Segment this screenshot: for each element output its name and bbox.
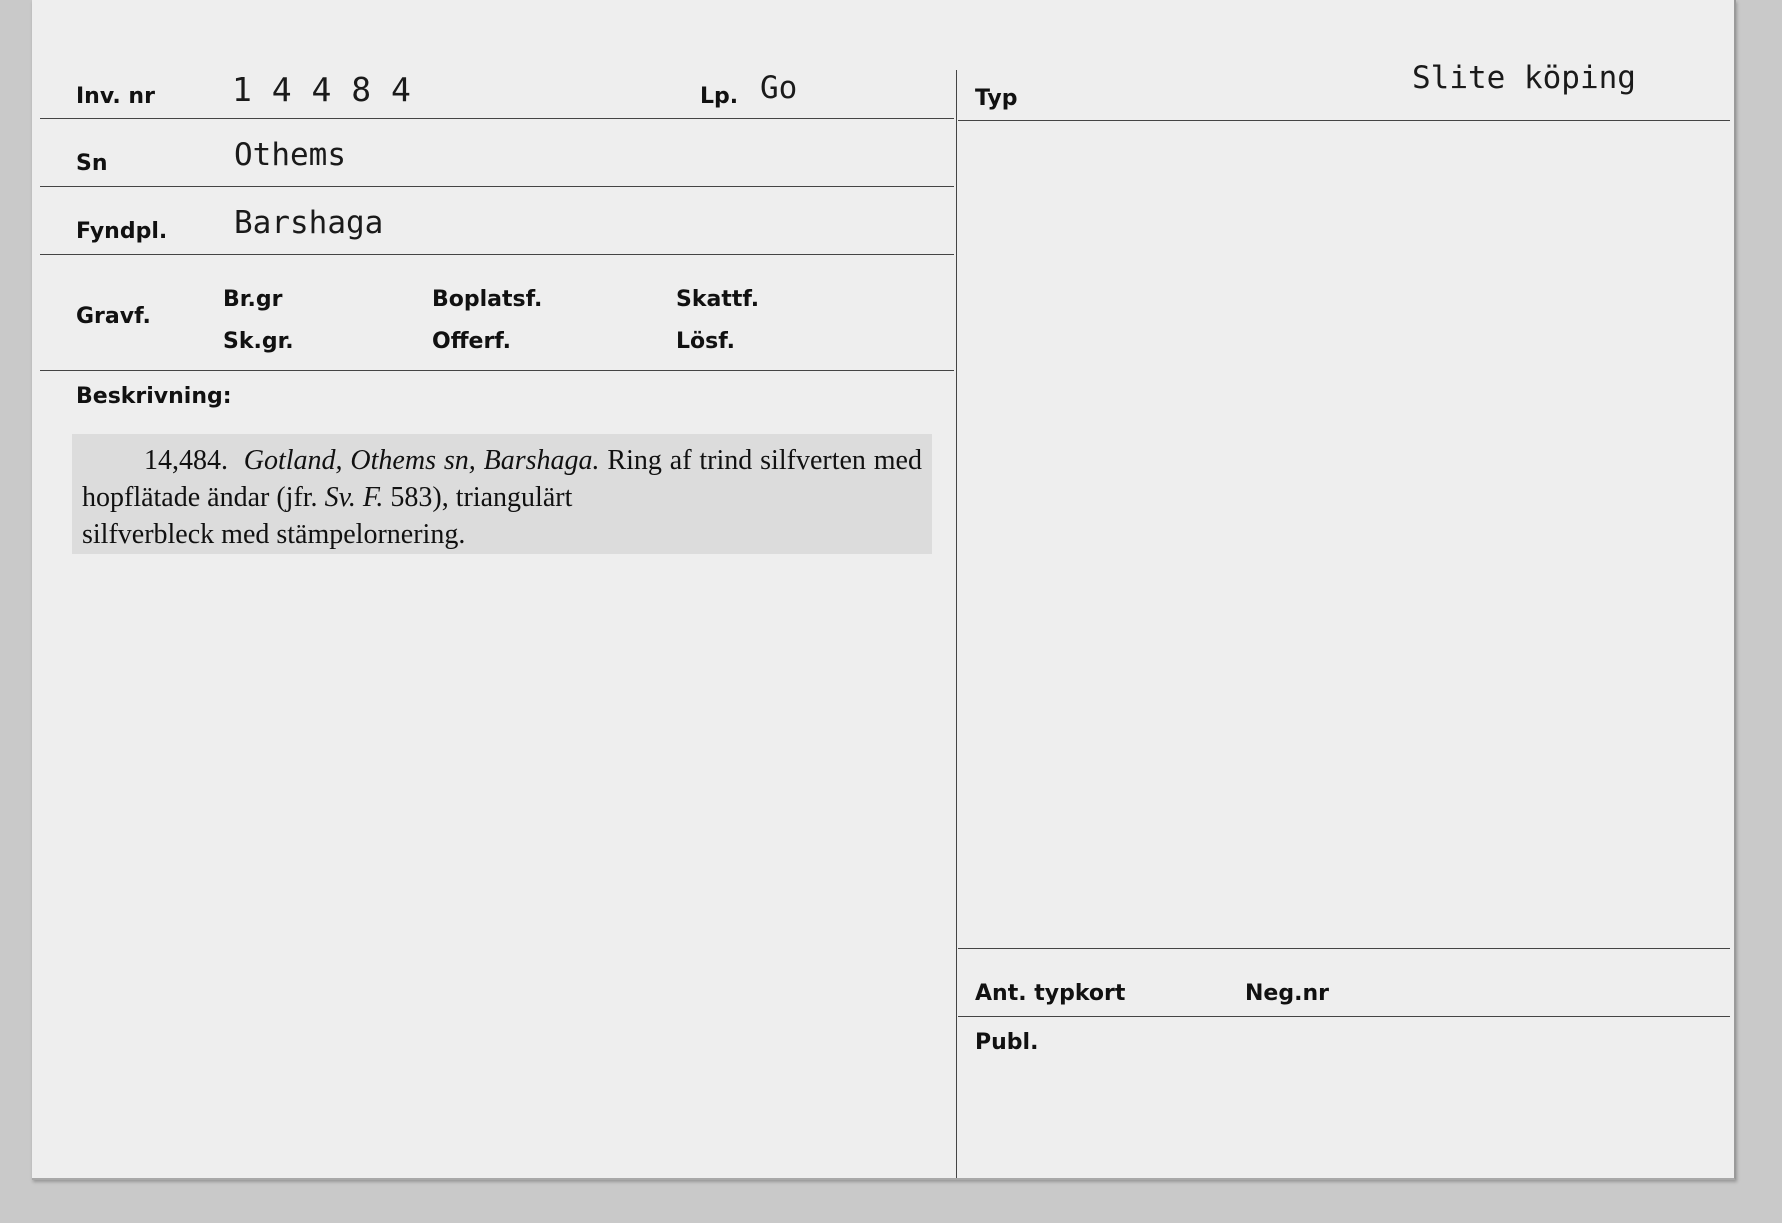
divider-typ (958, 120, 1730, 121)
inv-nr-value: 1 4 4 8 4 (232, 70, 411, 109)
description-part2: 583), triangulärt (390, 482, 573, 513)
sn-value: Othems (234, 137, 346, 173)
description-place: Gotland, Othems sn, Barshaga. (243, 445, 600, 476)
boplatsf-label: Boplatsf. (432, 287, 543, 312)
skgr-label: Sk.gr. (223, 329, 294, 354)
ant-typkort-label: Ant. typkort (975, 981, 1126, 1006)
description-line3: silfverbleck med stämpelornering. (82, 519, 466, 550)
typ-label: Typ (975, 86, 1018, 111)
neg-nr-label: Neg.nr (1245, 981, 1329, 1006)
catalog-card (32, 0, 1736, 1180)
divider-inv (40, 118, 954, 119)
brgr-label: Br.gr (223, 287, 283, 312)
lp-label: Lp. (700, 84, 739, 109)
typ-value: Slite köping (1412, 60, 1636, 96)
divider-ant-typkort (958, 948, 1730, 949)
description-text (82, 442, 922, 516)
publ-label: Publ. (975, 1030, 1039, 1055)
offerf-label: Offerf. (432, 329, 512, 354)
beskrivning-label: Beskrivning: (76, 384, 232, 409)
gravf-label: Gravf. (76, 304, 151, 329)
lp-value: Go (760, 70, 798, 106)
column-divider (956, 70, 957, 1178)
skattf-label: Skattf. (676, 287, 760, 312)
fyndpl-label: Fyndpl. (76, 219, 168, 244)
divider-sn (40, 186, 954, 187)
description-number: 14,484. (144, 445, 228, 476)
fyndpl-value: Barshaga (234, 205, 384, 241)
description-part1: Ring af trind silfverten med hopflätade ändar (jfr. (82, 445, 922, 513)
sn-label: Sn (76, 151, 108, 176)
divider-fyndpl (40, 254, 954, 255)
description-ref: Sv. F. (324, 482, 384, 513)
divider-publ (958, 1016, 1730, 1017)
description-clipping (72, 434, 932, 554)
losf-label: Lösf. (676, 329, 735, 354)
divider-gravf (40, 370, 954, 371)
inv-nr-label: Inv. nr (76, 84, 155, 109)
